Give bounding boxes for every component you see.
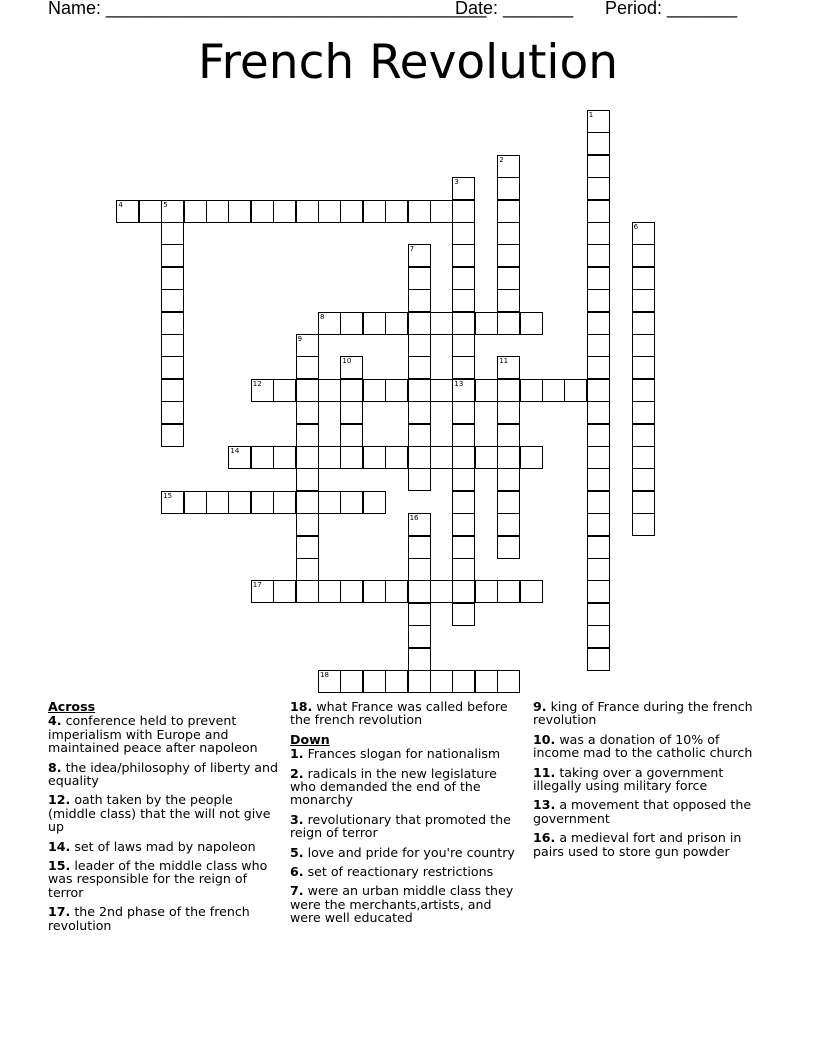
grid-cell[interactable] xyxy=(273,446,296,469)
grid-cell[interactable] xyxy=(587,379,610,402)
grid-cell[interactable] xyxy=(430,446,453,469)
grid-cell[interactable] xyxy=(497,200,520,223)
grid-cell[interactable] xyxy=(385,312,408,335)
grid-cell[interactable] xyxy=(587,491,610,514)
grid-cell[interactable] xyxy=(430,580,453,603)
grid-cell[interactable] xyxy=(273,379,296,402)
grid-cell[interactable] xyxy=(296,424,319,447)
grid-cell[interactable] xyxy=(587,603,610,626)
grid-cell[interactable] xyxy=(632,424,655,447)
clue-number: 8 xyxy=(320,312,325,321)
clue-number-label: 1. xyxy=(290,746,304,762)
across-clue-list-continued xyxy=(290,700,522,727)
grid-cell[interactable] xyxy=(632,312,655,335)
clue-number-label: 2. xyxy=(290,765,304,781)
grid-cell[interactable] xyxy=(161,379,184,402)
grid-cell[interactable] xyxy=(587,513,610,536)
grid-cell[interactable] xyxy=(340,312,363,335)
grid-cell[interactable] xyxy=(318,312,341,335)
across-clue-list xyxy=(48,714,280,932)
grid-cell[interactable] xyxy=(475,312,498,335)
clue-number-label: 6. xyxy=(290,864,304,880)
grid-cell[interactable] xyxy=(452,356,475,379)
clue-item xyxy=(533,798,759,825)
grid-cell[interactable] xyxy=(497,267,520,290)
grid-cell[interactable] xyxy=(430,200,453,223)
grid-cell[interactable] xyxy=(408,603,431,626)
grid-cell[interactable] xyxy=(452,177,475,200)
name-field[interactable]: Name: ______________________________________ xyxy=(48,0,487,18)
grid-cell[interactable] xyxy=(318,491,341,514)
grid-cell[interactable] xyxy=(385,200,408,223)
grid-cell[interactable] xyxy=(430,670,453,693)
grid-cell[interactable] xyxy=(408,334,431,357)
grid-cell[interactable] xyxy=(340,401,363,424)
grid-cell[interactable] xyxy=(475,379,498,402)
grid-cell[interactable] xyxy=(587,558,610,581)
grid-cell[interactable] xyxy=(318,200,341,223)
grid-cell[interactable] xyxy=(340,200,363,223)
down-heading: Down xyxy=(290,731,330,747)
grid-cell[interactable] xyxy=(452,289,475,312)
clue-item xyxy=(290,865,522,878)
grid-cell[interactable] xyxy=(497,222,520,245)
grid-cell[interactable] xyxy=(497,491,520,514)
grid-cell[interactable] xyxy=(408,424,431,447)
clue-item xyxy=(290,813,522,840)
grid-cell[interactable] xyxy=(161,401,184,424)
clue-number-label: 5. xyxy=(290,844,304,860)
grid-cell[interactable] xyxy=(408,312,431,335)
grid-cell[interactable] xyxy=(632,356,655,379)
grid-cell[interactable] xyxy=(497,468,520,491)
grid-cell[interactable] xyxy=(251,446,274,469)
across-heading: Across xyxy=(48,699,96,714)
clue-number-label: 17. xyxy=(48,904,71,920)
grid-cell[interactable] xyxy=(497,155,520,178)
grid-cell[interactable] xyxy=(587,289,610,312)
grid-cell[interactable] xyxy=(363,446,386,469)
grid-cell[interactable] xyxy=(296,468,319,491)
clue-text: leader of the middle class who was responsible for the reign of terror xyxy=(48,858,268,900)
clue-number-label: 7. xyxy=(290,883,304,899)
grid-cell[interactable] xyxy=(497,424,520,447)
clue-item xyxy=(48,859,280,899)
clues-column-3 xyxy=(533,700,759,864)
grid-cell[interactable] xyxy=(587,356,610,379)
grid-cell[interactable] xyxy=(161,222,184,245)
clue-item xyxy=(290,747,522,760)
grid-cell[interactable] xyxy=(408,446,431,469)
puzzle-title: French Revolution xyxy=(197,35,619,90)
grid-cell[interactable] xyxy=(408,513,431,536)
grid-cell[interactable] xyxy=(430,379,453,402)
grid-cell[interactable] xyxy=(408,580,431,603)
grid-cell[interactable] xyxy=(587,267,610,290)
grid-cell[interactable] xyxy=(296,491,319,514)
grid-cell[interactable] xyxy=(452,244,475,267)
clue-item xyxy=(533,733,759,760)
clue-text: were an urban middle class they were the merchants,artists, and were well educated xyxy=(290,883,514,926)
clue-number-label: 10. xyxy=(533,731,556,747)
clue-item xyxy=(48,761,280,788)
grid-cell[interactable] xyxy=(452,603,475,626)
clue-item xyxy=(48,905,280,932)
grid-cell[interactable] xyxy=(497,536,520,559)
clue-number: 6 xyxy=(633,223,639,231)
grid-cell[interactable] xyxy=(520,446,543,469)
grid-cell[interactable] xyxy=(408,468,431,491)
grid-cell[interactable] xyxy=(408,267,431,290)
grid-cell[interactable] xyxy=(161,267,184,290)
grid-cell[interactable] xyxy=(296,356,319,379)
grid-cell[interactable] xyxy=(452,468,475,491)
clue-number: 4 xyxy=(118,200,123,209)
grid-cell[interactable] xyxy=(296,401,319,424)
grid-cell[interactable] xyxy=(161,491,184,514)
clue-item xyxy=(48,793,280,833)
clue-text: what France was called before the french revolution xyxy=(290,699,508,728)
clue-item xyxy=(533,700,759,727)
grid-cell[interactable] xyxy=(587,132,610,155)
grid-cell[interactable] xyxy=(161,244,184,267)
grid-cell[interactable] xyxy=(452,401,475,424)
clue-text: set of laws mad by napoleon xyxy=(70,838,256,854)
grid-cell[interactable] xyxy=(452,200,475,223)
grid-cell[interactable] xyxy=(632,244,655,267)
grid-cell[interactable] xyxy=(340,356,363,379)
grid-cell[interactable] xyxy=(251,580,274,603)
grid-cell[interactable] xyxy=(296,334,319,357)
grid-cell[interactable] xyxy=(251,491,274,514)
clue-text: set of reactionary restrictions xyxy=(303,864,494,880)
grid-cell[interactable] xyxy=(385,670,408,693)
clue-number-label: 12. xyxy=(48,792,71,808)
grid-cell[interactable] xyxy=(632,468,655,491)
grid-cell[interactable] xyxy=(273,580,296,603)
grid-cell[interactable] xyxy=(363,200,386,223)
grid-cell[interactable] xyxy=(251,200,274,223)
clue-number-label: 18. xyxy=(290,699,313,714)
grid-cell[interactable] xyxy=(452,580,475,603)
clues-column-1 xyxy=(48,700,280,938)
grid-cell[interactable] xyxy=(363,670,386,693)
grid-cell[interactable] xyxy=(363,312,386,335)
grid-cell[interactable] xyxy=(408,625,431,648)
grid-cell[interactable] xyxy=(161,356,184,379)
grid-cell[interactable] xyxy=(632,446,655,469)
grid-cell[interactable] xyxy=(587,200,610,223)
grid-cell[interactable] xyxy=(296,379,319,402)
grid-cell[interactable] xyxy=(587,222,610,245)
grid-cell[interactable] xyxy=(587,468,610,491)
grid-cell[interactable] xyxy=(587,446,610,469)
clue-text: Frances slogan for nationalism xyxy=(303,746,501,762)
grid-cell[interactable] xyxy=(385,379,408,402)
clue-number: 18 xyxy=(320,671,329,679)
grid-cell[interactable] xyxy=(206,200,229,223)
clue-number-label: 16. xyxy=(533,830,556,846)
clue-text: was a donation of 10% of income mad to the catholic church xyxy=(533,731,753,761)
clues-column-2 xyxy=(290,700,522,931)
grid-cell[interactable] xyxy=(452,334,475,357)
grid-cell[interactable] xyxy=(161,424,184,447)
clue-text: a medieval fort and prison in pairs used to store gun powder xyxy=(533,830,742,859)
grid-cell[interactable] xyxy=(632,491,655,514)
clue-text: radicals in the new legislature who demanded the end of the monarchy xyxy=(290,765,497,808)
grid-cell[interactable] xyxy=(452,536,475,559)
grid-cell[interactable] xyxy=(497,356,520,379)
grid-cell[interactable] xyxy=(251,379,274,402)
clue-number: 9 xyxy=(297,335,303,343)
clue-text: conference held to prevent imperialism with Europe and maintained peace after napoleon xyxy=(48,713,258,756)
grid-cell[interactable] xyxy=(408,244,431,267)
grid-cell[interactable] xyxy=(632,289,655,312)
clue-number: 10 xyxy=(342,357,352,366)
grid-cell[interactable] xyxy=(273,491,296,514)
grid-cell[interactable] xyxy=(273,200,296,223)
grid-cell[interactable] xyxy=(228,491,251,514)
grid-cell[interactable] xyxy=(497,177,520,200)
grid-cell[interactable] xyxy=(296,580,319,603)
grid-cell[interactable] xyxy=(632,267,655,290)
grid-cell[interactable] xyxy=(408,200,431,223)
clue-number: 13 xyxy=(454,379,464,388)
clue-text: the idea/philosophy of liberty and equality xyxy=(48,759,278,789)
grid-cell[interactable] xyxy=(587,155,610,178)
clue-number: 1 xyxy=(588,111,594,119)
grid-cell[interactable] xyxy=(408,558,431,581)
grid-cell[interactable] xyxy=(497,289,520,312)
grid-cell[interactable] xyxy=(475,670,498,693)
grid-cell[interactable] xyxy=(184,491,207,514)
grid-cell[interactable] xyxy=(408,356,431,379)
grid-cell[interactable] xyxy=(385,580,408,603)
grid-cell[interactable] xyxy=(340,424,363,447)
grid-cell[interactable] xyxy=(363,491,386,514)
clue-number-label: 14. xyxy=(48,838,71,854)
clue-number: 12 xyxy=(252,379,262,388)
grid-cell[interactable] xyxy=(340,580,363,603)
clue-number-label: 9. xyxy=(533,699,547,714)
clue-number-label: 11. xyxy=(533,764,556,780)
clue-text: taking over a government illegally using military force xyxy=(533,764,724,794)
grid-cell[interactable] xyxy=(452,513,475,536)
clue-item xyxy=(290,846,522,859)
grid-cell[interactable] xyxy=(296,536,319,559)
grid-cell[interactable] xyxy=(587,401,610,424)
grid-cell[interactable] xyxy=(452,267,475,290)
grid-cell[interactable] xyxy=(587,536,610,559)
grid-cell[interactable] xyxy=(385,446,408,469)
clue-text: oath taken by the people (middle class) that the will not give up xyxy=(48,792,271,835)
grid-cell[interactable] xyxy=(296,558,319,581)
clue-text: the 2nd phase of the french revolution xyxy=(48,904,250,933)
grid-cell[interactable] xyxy=(542,379,565,402)
clue-number: 14 xyxy=(230,447,240,455)
grid-cell[interactable] xyxy=(587,580,610,603)
grid-cell[interactable] xyxy=(632,334,655,357)
grid-cell[interactable] xyxy=(520,379,543,402)
grid-cell[interactable] xyxy=(318,379,341,402)
grid-cell[interactable] xyxy=(408,536,431,559)
grid-cell[interactable] xyxy=(408,289,431,312)
grid-cell[interactable] xyxy=(161,312,184,335)
clue-number: 16 xyxy=(409,514,419,523)
grid-cell[interactable] xyxy=(340,670,363,693)
grid-cell[interactable] xyxy=(452,379,475,402)
clue-item xyxy=(533,831,759,858)
grid-cell[interactable] xyxy=(452,222,475,245)
grid-cell[interactable] xyxy=(587,334,610,357)
clue-number-label: 13. xyxy=(533,797,556,813)
grid-cell[interactable] xyxy=(587,312,610,335)
grid-cell[interactable] xyxy=(497,401,520,424)
clue-number-label: 15. xyxy=(48,858,71,874)
grid-cell[interactable] xyxy=(408,648,431,671)
grid-cell[interactable] xyxy=(452,424,475,447)
clue-number-label: 3. xyxy=(290,811,304,827)
grid-cell[interactable] xyxy=(497,312,520,335)
grid-cell[interactable] xyxy=(520,312,543,335)
clue-number: 11 xyxy=(499,357,509,366)
grid-cell[interactable] xyxy=(408,670,431,693)
clue-text: king of France during the french revolution xyxy=(533,699,753,728)
clue-item xyxy=(290,884,522,924)
grid-cell[interactable] xyxy=(296,446,319,469)
grid-cell[interactable] xyxy=(340,446,363,469)
clue-number: 2 xyxy=(499,155,504,164)
grid-cell[interactable] xyxy=(497,446,520,469)
grid-cell[interactable] xyxy=(363,379,386,402)
grid-cell[interactable] xyxy=(161,289,184,312)
grid-cell[interactable] xyxy=(452,446,475,469)
grid-cell[interactable] xyxy=(587,110,610,133)
grid-cell[interactable] xyxy=(632,401,655,424)
clue-number: 7 xyxy=(409,245,415,254)
grid-cell[interactable] xyxy=(452,312,475,335)
grid-cell[interactable] xyxy=(228,200,251,223)
grid-cell[interactable] xyxy=(408,401,431,424)
grid-cell[interactable] xyxy=(318,670,341,693)
grid-cell[interactable] xyxy=(587,625,610,648)
grid-cell[interactable] xyxy=(632,513,655,536)
clue-number: 17 xyxy=(252,581,262,590)
clue-number: 15 xyxy=(163,491,173,500)
grid-cell[interactable] xyxy=(452,491,475,514)
grid-cell[interactable] xyxy=(161,200,184,223)
clue-item xyxy=(290,767,522,807)
clue-item xyxy=(48,714,280,754)
grid-cell[interactable] xyxy=(452,558,475,581)
grid-cell[interactable] xyxy=(430,312,453,335)
grid-cell[interactable] xyxy=(587,244,610,267)
grid-cell[interactable] xyxy=(408,379,431,402)
grid-cell[interactable] xyxy=(363,580,386,603)
grid-cell[interactable] xyxy=(139,200,162,223)
grid-cell[interactable] xyxy=(564,379,587,402)
grid-cell[interactable] xyxy=(318,446,341,469)
grid-cell[interactable] xyxy=(497,379,520,402)
grid-cell[interactable] xyxy=(340,491,363,514)
grid-cell[interactable] xyxy=(497,244,520,267)
grid-cell[interactable] xyxy=(206,491,229,514)
grid-cell[interactable] xyxy=(475,446,498,469)
grid-cell[interactable] xyxy=(497,670,520,693)
grid-cell[interactable] xyxy=(452,670,475,693)
grid-cell[interactable] xyxy=(340,379,363,402)
grid-cell[interactable] xyxy=(632,379,655,402)
grid-cell[interactable] xyxy=(587,424,610,447)
grid-cell[interactable] xyxy=(161,334,184,357)
clue-item xyxy=(48,840,280,853)
clue-number-label: 4. xyxy=(48,713,62,729)
grid-cell[interactable] xyxy=(475,580,498,603)
grid-cell[interactable] xyxy=(318,580,341,603)
grid-cell[interactable] xyxy=(632,222,655,245)
clue-item xyxy=(533,766,759,793)
clue-number-label: 8. xyxy=(48,759,62,775)
grid-cell[interactable] xyxy=(296,513,319,536)
grid-cell[interactable] xyxy=(520,580,543,603)
grid-cell[interactable] xyxy=(587,177,610,200)
clue-text: revolutionary that promoted the reign of terror xyxy=(290,811,511,841)
down-clue-list xyxy=(290,747,522,924)
down-clue-list-continued xyxy=(533,700,759,858)
date-field[interactable]: Date: _______ xyxy=(455,0,574,18)
period-field[interactable]: Period: _______ xyxy=(605,0,738,18)
grid-cell[interactable] xyxy=(497,513,520,536)
grid-cell[interactable] xyxy=(587,648,610,671)
grid-cell[interactable] xyxy=(296,200,319,223)
grid-cell[interactable] xyxy=(497,580,520,603)
clue-text: a movement that opposed the government xyxy=(533,797,752,826)
grid-cell[interactable] xyxy=(184,200,207,223)
clue-item xyxy=(290,700,522,727)
grid-cell[interactable] xyxy=(228,446,251,469)
clue-text: love and pride for you're country xyxy=(303,844,515,860)
grid-cell[interactable] xyxy=(116,200,139,223)
clue-number: 3 xyxy=(454,178,459,187)
clue-number: 5 xyxy=(163,200,168,209)
